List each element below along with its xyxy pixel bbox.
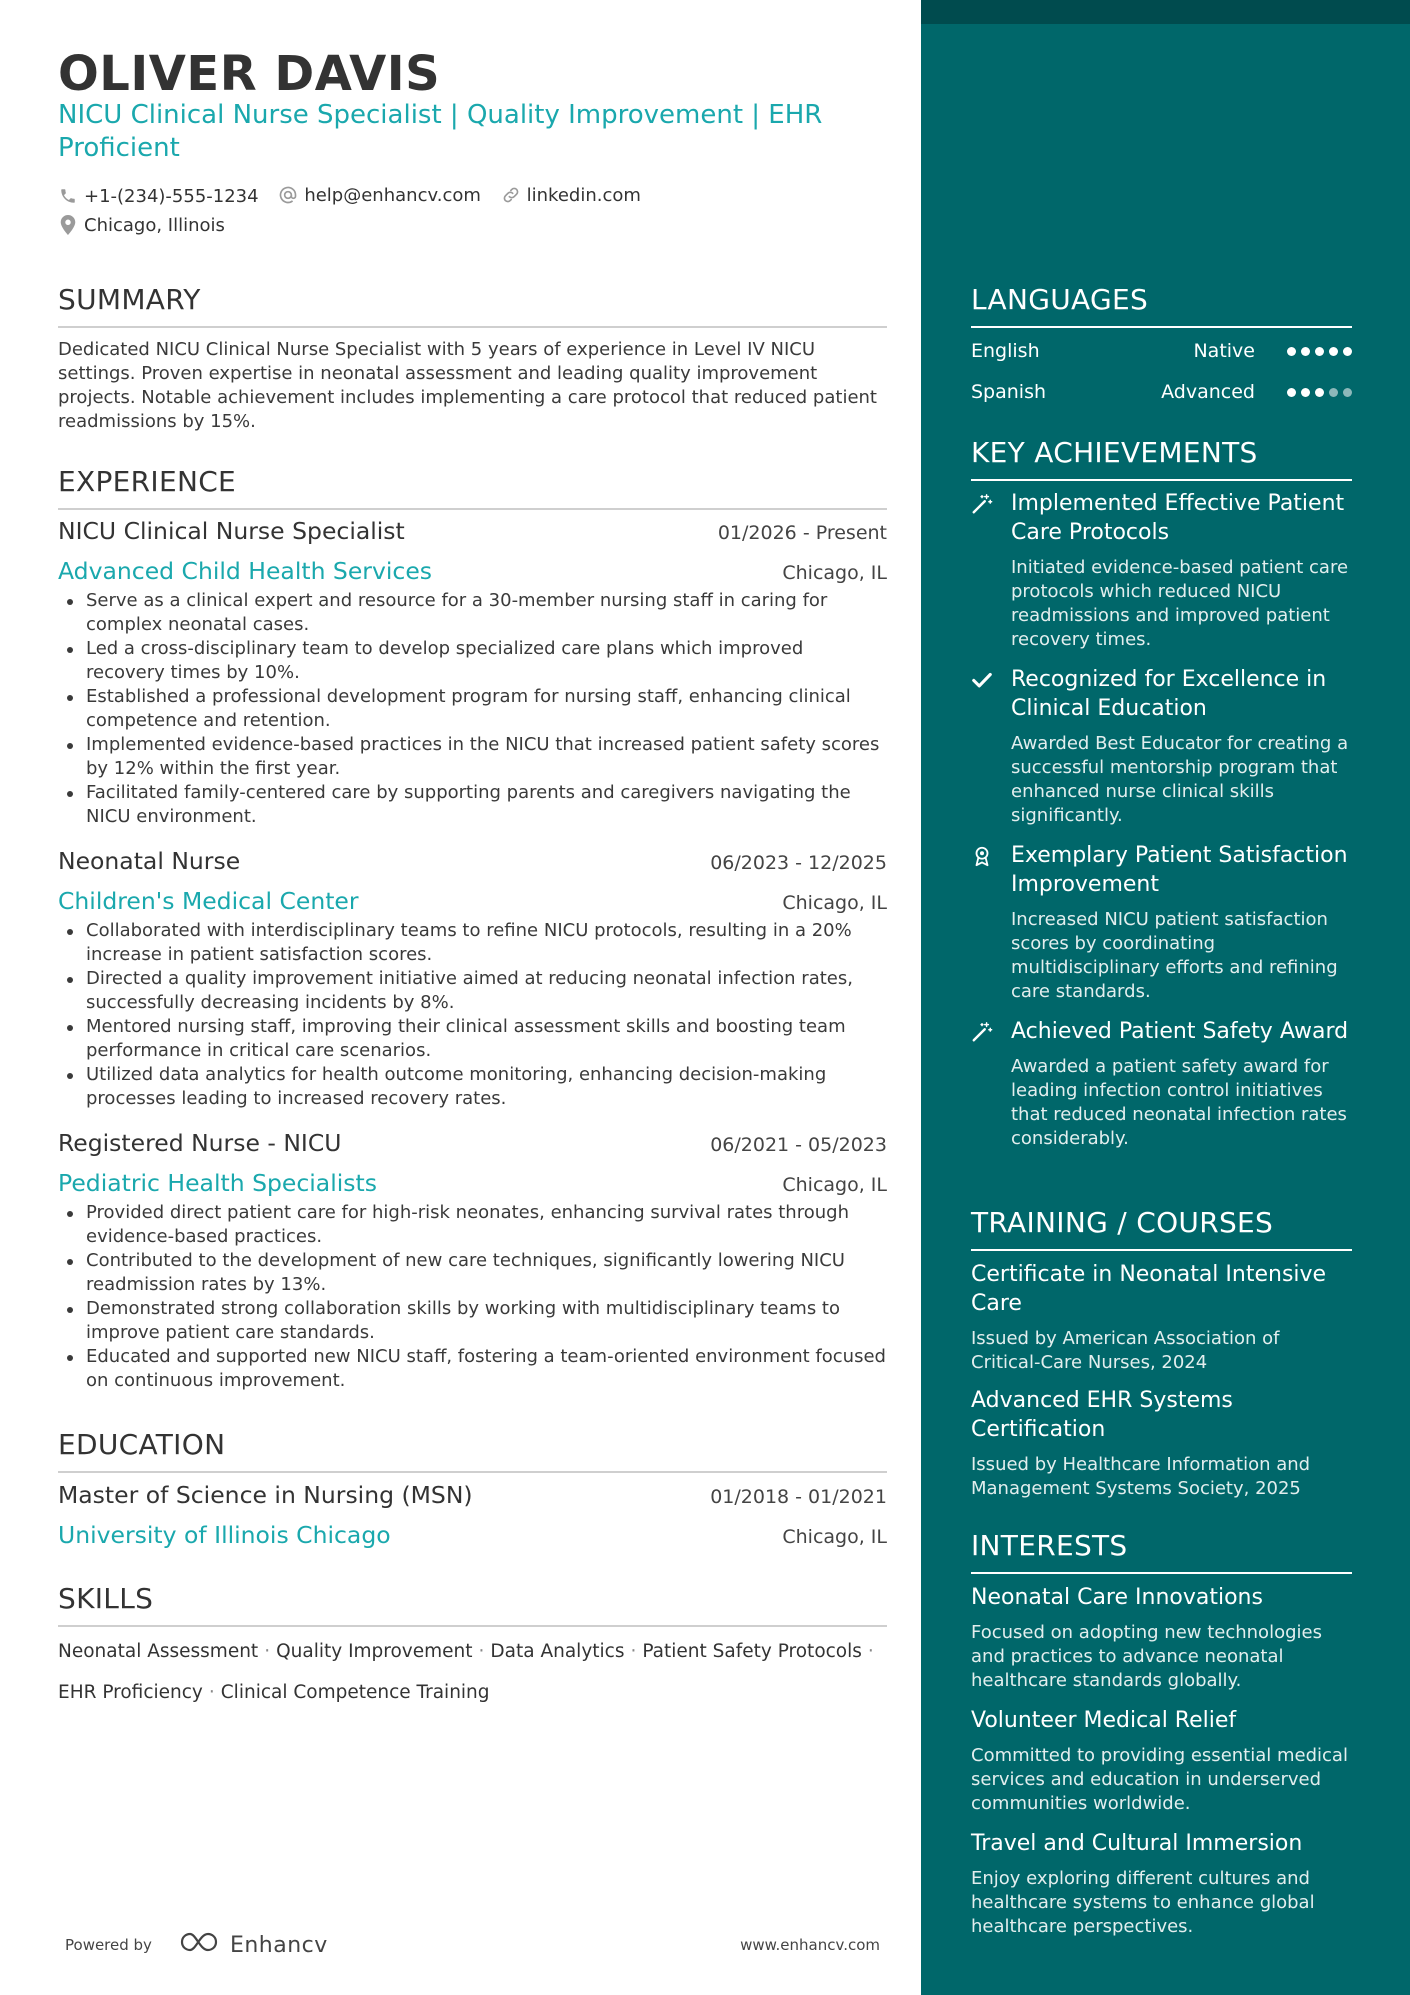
interest-title: Travel and Cultural Immersion: [971, 1831, 1303, 1856]
experience-entry: [58, 1129, 887, 1393]
at-sign-icon: [278, 185, 298, 205]
education-heading: EDUCATION: [58, 1428, 887, 1473]
training-title: Advanced EHR Systems Certification: [971, 1388, 1233, 1442]
education-entry: [58, 1481, 887, 1555]
candidate-name: OLIVER DAVIS: [58, 46, 441, 102]
skill-item: Clinical Competence Training: [220, 1682, 490, 1703]
contact-location: [58, 212, 225, 238]
interest-item: [971, 1583, 1352, 1693]
achievement-item: [971, 489, 1352, 652]
footer-url[interactable]: www.enhancv.com: [740, 1936, 880, 1954]
job-bullets: [58, 1201, 887, 1393]
interest-title: Neonatal Care Innovations: [971, 1585, 1263, 1610]
school-location: Chicago, IL: [782, 1526, 887, 1548]
job-bullet: Implemented evidence-based practices in the NICU that increased patient safety scores by 12% within the first year.: [58, 733, 887, 781]
achievement-title: Exemplary Patient Satisfaction Improvement: [1011, 843, 1348, 897]
skill-item: EHR Proficiency: [58, 1682, 203, 1703]
rating-dot: [1315, 347, 1324, 356]
training-desc: Issued by Healthcare Information and Management Systems Society, 2025: [971, 1454, 1311, 1499]
job-bullet: Utilized data analytics for health outcome monitoring, enhancing decision-making processes leading to increased recovery rates.: [58, 1063, 887, 1111]
phone-text: +1-(234)-555-1234: [84, 185, 259, 207]
interest-item: [971, 1829, 1352, 1939]
experience-entry: [58, 517, 887, 829]
job-bullet: Collaborated with interdisciplinary teams to refine NICU protocols, resulting in a 20% increase in patient satisfaction scores.: [58, 919, 887, 967]
job-bullets: [58, 589, 887, 829]
contact-phone[interactable]: [58, 183, 259, 209]
interest-desc: Committed to providing essential medical services and education in underserved communities worldwide.: [971, 1745, 1348, 1814]
job-bullet: Educated and supported new NICU staff, fostering a team-oriented environment focused on continuous improvement.: [58, 1345, 887, 1393]
job-title: NICU Clinical Nurse Specialist: [58, 517, 405, 545]
rating-dot: [1287, 388, 1296, 397]
job-bullet: Directed a quality improvement initiative aimed at reducing neonatal infection rates, successfully decreasing incidents by 8%.: [58, 967, 887, 1015]
job-bullet: Serve as a clinical expert and resource for a 30-member nursing staff in caring for complex neonatal cases.: [58, 589, 887, 637]
skills-list: Neonatal Assessment · Quality Improvement · Data Analytics · Patient Safety Protocols · EHR Proficiency · Clinical Competence Training: [58, 1641, 874, 1703]
checkmark-icon: [971, 669, 993, 691]
job-bullet: Established a professional development program for nursing staff, enhancing clinical competence and retention.: [58, 685, 887, 733]
link-icon: [501, 185, 521, 205]
rating-dot: [1287, 347, 1296, 356]
experience-entry: [58, 847, 887, 1111]
job-bullet: Demonstrated strong collaboration skills by working with multidisciplinary teams to improve patient care standards.: [58, 1297, 887, 1345]
contact-email[interactable]: [278, 182, 481, 208]
interest-desc: Enjoy exploring different cultures and healthcare systems to enhance global healthcare perspectives.: [971, 1868, 1315, 1937]
language-row: [971, 336, 1352, 366]
achievement-title: Implemented Effective Patient Care Protocols: [1011, 491, 1345, 545]
skills-heading: SKILLS: [58, 1582, 887, 1627]
training-item: [971, 1260, 1352, 1375]
interests-heading: INTERESTS: [971, 1529, 1352, 1574]
achievements-heading: KEY ACHIEVEMENTS: [971, 436, 1352, 481]
rating-dot: [1343, 347, 1352, 356]
enhancv-logo[interactable]: [178, 1930, 328, 1960]
language-level: Advanced: [1161, 381, 1255, 403]
job-bullet: Led a cross-disciplinary team to develop specialized care plans which improved recovery times by 10%.: [58, 637, 887, 685]
achievement-item: [971, 1017, 1352, 1151]
rating-dot: [1329, 388, 1338, 397]
sidebar: [921, 0, 1410, 1995]
training-title: Certificate in Neonatal Intensive Care: [971, 1262, 1327, 1316]
award-medal-icon: [971, 845, 993, 867]
training-heading: TRAINING / COURSES: [971, 1206, 1352, 1251]
company-name: Advanced Child Health Services: [58, 557, 433, 585]
job-dates: 01/2026 - Present: [717, 522, 887, 544]
company-name: Children's Medical Center: [58, 887, 359, 915]
skill-item: Data Analytics: [490, 1641, 625, 1662]
linkedin-text: linkedin.com: [526, 184, 641, 206]
magic-wand-icon: [971, 1021, 993, 1043]
sidebar-top-band: [921, 0, 1410, 24]
interest-desc: Focused on adopting new technologies and practices to advance neonatal healthcare standards globally.: [971, 1622, 1322, 1691]
job-bullet: Facilitated family-centered care by supporting parents and caregivers navigating the NICU environment.: [58, 781, 887, 829]
location-pin-icon: [58, 215, 78, 235]
language-row: [971, 377, 1352, 407]
education-dates: 01/2018 - 01/2021: [710, 1486, 887, 1508]
job-bullet: Mentored nursing staff, improving their clinical assessment skills and boosting team performance in critical care scenarios.: [58, 1015, 887, 1063]
language-level: Native: [1193, 340, 1255, 362]
achievement-item: [971, 841, 1352, 1004]
enhancv-brand-text: Enhancv: [229, 1932, 328, 1958]
skill-item: Quality Improvement: [276, 1641, 473, 1662]
contact-linkedin[interactable]: [501, 182, 641, 208]
job-location: Chicago, IL: [782, 892, 887, 914]
powered-by-label: Powered by: [65, 1936, 152, 1954]
school-name: University of Illinois Chicago: [58, 1521, 391, 1549]
job-bullets: [58, 919, 887, 1111]
achievement-desc: Increased NICU patient satisfaction scores by coordinating multidisciplinary efforts and refining care standards.: [1011, 909, 1338, 1002]
skill-item: Patient Safety Protocols: [642, 1641, 862, 1662]
achievement-title: Recognized for Excellence in Clinical Education: [1011, 667, 1327, 721]
location-text: Chicago, Illinois: [84, 214, 225, 236]
language-name: Spanish: [971, 381, 1047, 403]
rating-dot: [1301, 347, 1310, 356]
achievement-item: [971, 665, 1352, 828]
achievement-desc: Initiated evidence-based patient care protocols which reduced NICU readmissions and improved patient recovery times.: [1011, 557, 1349, 650]
language-rating: [1287, 388, 1352, 397]
job-title: Neonatal Nurse: [58, 847, 241, 875]
job-location: Chicago, IL: [782, 562, 887, 584]
job-location: Chicago, IL: [782, 1174, 887, 1196]
achievement-title: Achieved Patient Safety Award: [1011, 1019, 1349, 1044]
language-name: English: [971, 340, 1040, 362]
candidate-headline: NICU Clinical Nurse Specialist | Quality Improvement | EHR Proficient: [58, 100, 823, 163]
achievement-desc: Awarded Best Educator for creating a successful mentorship program that enhanced nurse clinical skills significantly.: [1011, 733, 1349, 826]
job-bullet: Provided direct patient care for high-risk neonates, enhancing survival rates through evidence-based practices.: [58, 1201, 887, 1249]
magic-wand-icon: [971, 493, 993, 515]
achievement-desc: Awarded a patient safety award for leading infection control initiatives that reduced neonatal infection rates considerably.: [1011, 1056, 1347, 1149]
job-dates: 06/2023 - 12/2025: [710, 852, 887, 874]
skill-item: Neonatal Assessment: [58, 1641, 259, 1662]
summary-heading: SUMMARY: [58, 283, 887, 328]
interest-title: Volunteer Medical Relief: [971, 1708, 1237, 1733]
enhancv-logo-icon: [178, 1930, 226, 1960]
email-text: help@enhancv.com: [304, 184, 481, 206]
rating-dot: [1329, 347, 1338, 356]
interest-item: [971, 1706, 1352, 1816]
language-rating: [1287, 347, 1352, 356]
rating-dot: [1315, 388, 1324, 397]
rating-dot: [1301, 388, 1310, 397]
contact-info: [58, 182, 887, 240]
phone-icon: [58, 186, 78, 206]
languages-heading: LANGUAGES: [971, 283, 1352, 328]
job-title: Registered Nurse - NICU: [58, 1129, 342, 1157]
degree-title: Master of Science in Nursing (MSN): [58, 1481, 473, 1509]
job-bullet: Contributed to the development of new care techniques, significantly lowering NICU readmission rates by 13%.: [58, 1249, 887, 1297]
job-dates: 06/2021 - 05/2023: [710, 1134, 887, 1156]
summary-text: Dedicated NICU Clinical Nurse Specialist with 5 years of experience in Level IV NICU settings. Proven expertise in neonatal assessment and leading quality improvement projects. Notable achievement includes implementing a care protocol that reduced patient readmissions by 15%.: [58, 339, 877, 432]
rating-dot: [1343, 388, 1352, 397]
footer: [65, 1930, 880, 1960]
experience-heading: EXPERIENCE: [58, 465, 887, 510]
training-desc: Issued by American Association of Critical-Care Nurses, 2024: [971, 1328, 1280, 1373]
company-name: Pediatric Health Specialists: [58, 1169, 377, 1197]
training-item: [971, 1386, 1352, 1501]
